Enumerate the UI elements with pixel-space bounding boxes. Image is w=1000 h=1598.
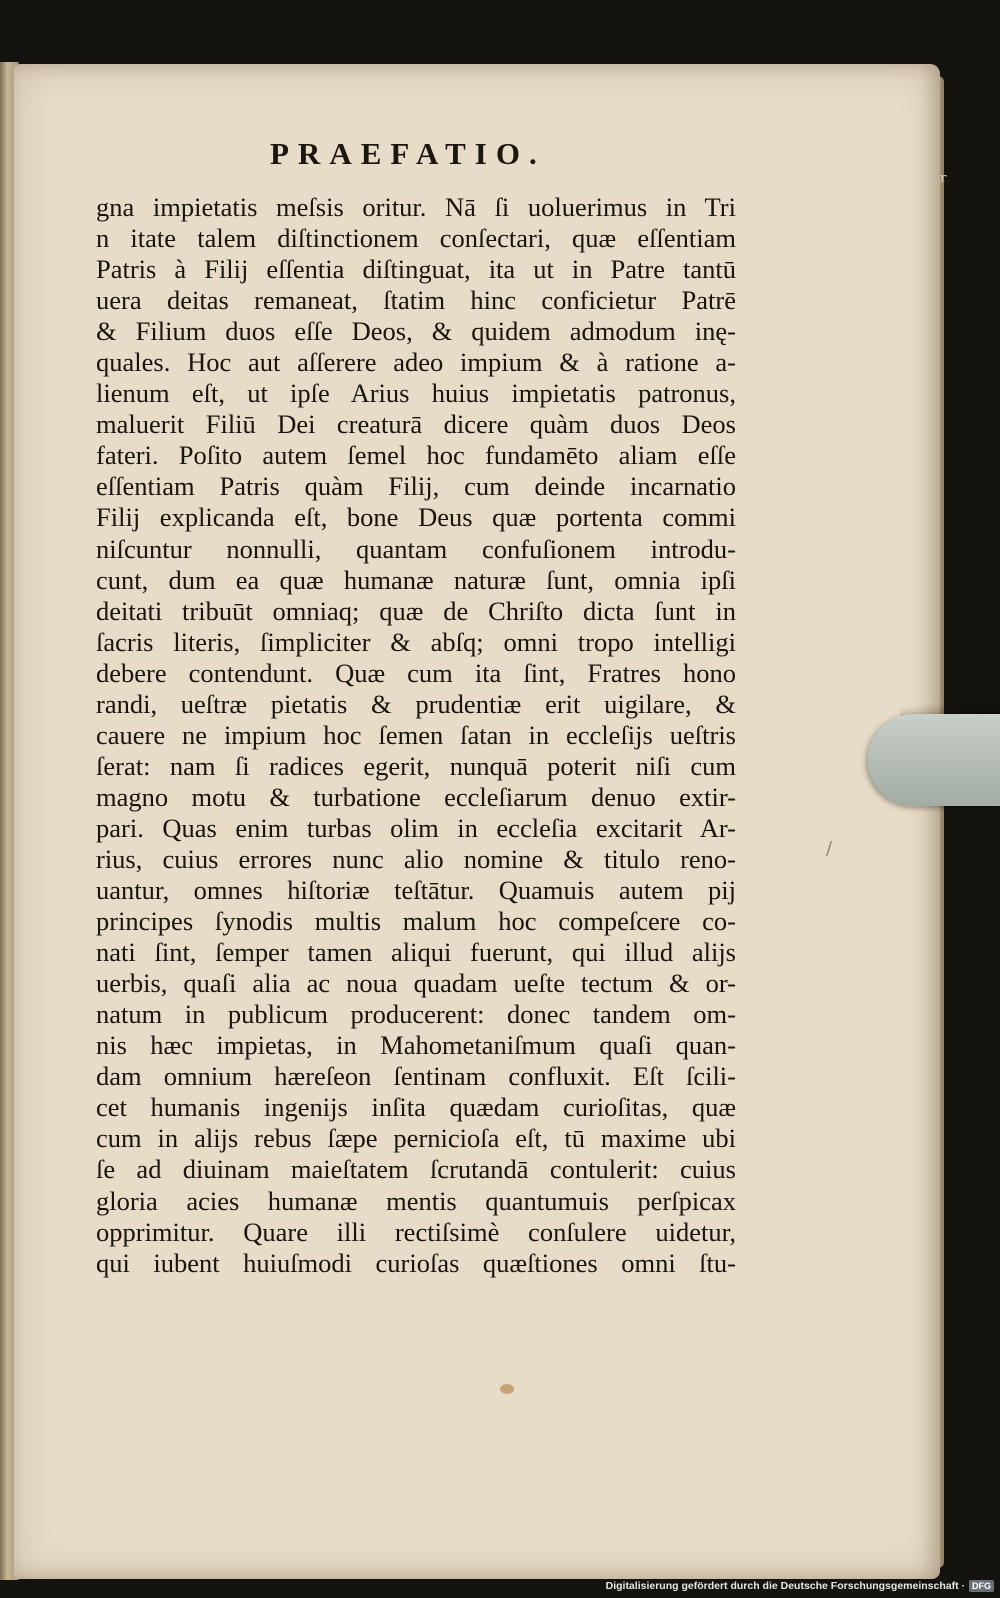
text-line: gloria acies humanæ mentis quantumuis perſpicax <box>96 1185 736 1216</box>
dfg-logo-icon: DFG <box>969 1580 994 1592</box>
bookmark-tab <box>868 714 1000 806</box>
text-line: cet humanis ingenijs inſita quædam curioſitas, quæ <box>96 1092 736 1123</box>
text-line: debere contendunt. Quæ cum ita ſint, Fratres hono <box>96 657 736 688</box>
text-line: pari. Quas enim turbas olim in eccleſia excitarit Ar- <box>96 812 736 843</box>
text-line: randi, ueſtræ pietatis & prudentiæ erit uigilare, & <box>96 688 736 719</box>
text-line: fateri. Poſito autem ſemel hoc fundamēto aliam eſſe <box>96 440 736 471</box>
body-text <box>96 192 736 1279</box>
text-line: n itate talem diſtinctionem conſectari, quæ eſſentiam <box>96 223 736 254</box>
text-line: deitati tribuūt omniaq; quæ de Chriſto dicta ſunt in <box>96 595 736 626</box>
text-line: ſacris literis, ſimpliciter & abſq; omni tropo intelligi <box>96 626 736 657</box>
text-line: Patris à Filij eſſentia diſtinguat, ita ut in Patre tantū <box>96 254 736 285</box>
running-header: PRAEFATIO. <box>270 136 546 171</box>
text-line: dam omnium hæreſeon ſentinam confluxit. Eſt ſcili- <box>96 1061 736 1092</box>
text-line: eſſentiam Patris quàm Filij, cum deinde incarnatio <box>96 471 736 502</box>
text-line: uera deitas remaneat, ſtatim hinc conficietur Patrē <box>96 285 736 316</box>
text-line: lienum eſt, ut ipſe Arius huius impietatis patronus, <box>96 378 736 409</box>
text-line: natum in publicum producerent: donec tandem om- <box>96 999 736 1030</box>
text-line: opprimitur. Quare illi rectiſsimè conſulere uidetur, <box>96 1216 736 1247</box>
text-line: ſe ad diuinam maieſtatem ſcrutandā contulerit: cuius <box>96 1154 736 1185</box>
text-line: niſcuntur nonnulli, quantam confuſionem introdu- <box>96 533 736 564</box>
digitization-footer <box>606 1578 994 1594</box>
text-line: nati ſint, ſemper tamen aliqui fuerunt, qui illud alijs <box>96 937 736 968</box>
text-line: & Filium duos eſſe Deos, & quidem admodum inę- <box>96 316 736 347</box>
text-line: nis hæc impietas, in Mahometaniſmum quaſi quan- <box>96 1030 736 1061</box>
text-line: uantur, omnes hiſtoriæ teſtātur. Quamuis autem pij <box>96 875 736 906</box>
margin-mark: ʳ <box>940 170 948 195</box>
text-line: rius, cuius errores nunc alio nomine & titulo reno- <box>96 843 736 874</box>
text-line: ſerat: nam ſi radices egerit, nunquā poterit niſi cum <box>96 750 736 781</box>
paper-stain <box>500 1384 514 1394</box>
text-line: cunt, dum ea quæ humanæ naturæ ſunt, omnia ipſi <box>96 564 736 595</box>
footer-credit: Digitalisierung gefördert durch die Deutsche Forschungsgemeinschaft · <box>605 1580 965 1592</box>
text-line: gna impietatis meſsis oritur. Nā ſi uoluerimus in Tri <box>96 192 736 222</box>
paper-scratch: / <box>826 838 833 859</box>
text-line: principes ſynodis multis malum hoc compeſcere co- <box>96 906 736 937</box>
text-line: magno motu & turbatione eccleſiarum denuo extir- <box>96 781 736 812</box>
text-line: cum in alijs rebus ſæpe pernicioſa eſt, tū maxime ubi <box>96 1123 736 1154</box>
text-line: maluerit Filiū Dei creaturā dicere quàm duos Deos <box>96 409 736 440</box>
text-line: cauere ne impium hoc ſemen ſatan in eccleſijs ueſtris <box>96 719 736 750</box>
text-line: Filij explicanda eſt, bone Deus quæ portenta commi <box>96 502 736 533</box>
text-line: quales. Hoc aut aſſerere adeo impium & à ratione a- <box>96 347 736 378</box>
text-line: uerbis, quaſi alia ac noua quadam ueſte tectum & or- <box>96 968 736 999</box>
text-line: qui iubent huiuſmodi curioſas quæſtiones omni ſtu- <box>96 1247 736 1278</box>
